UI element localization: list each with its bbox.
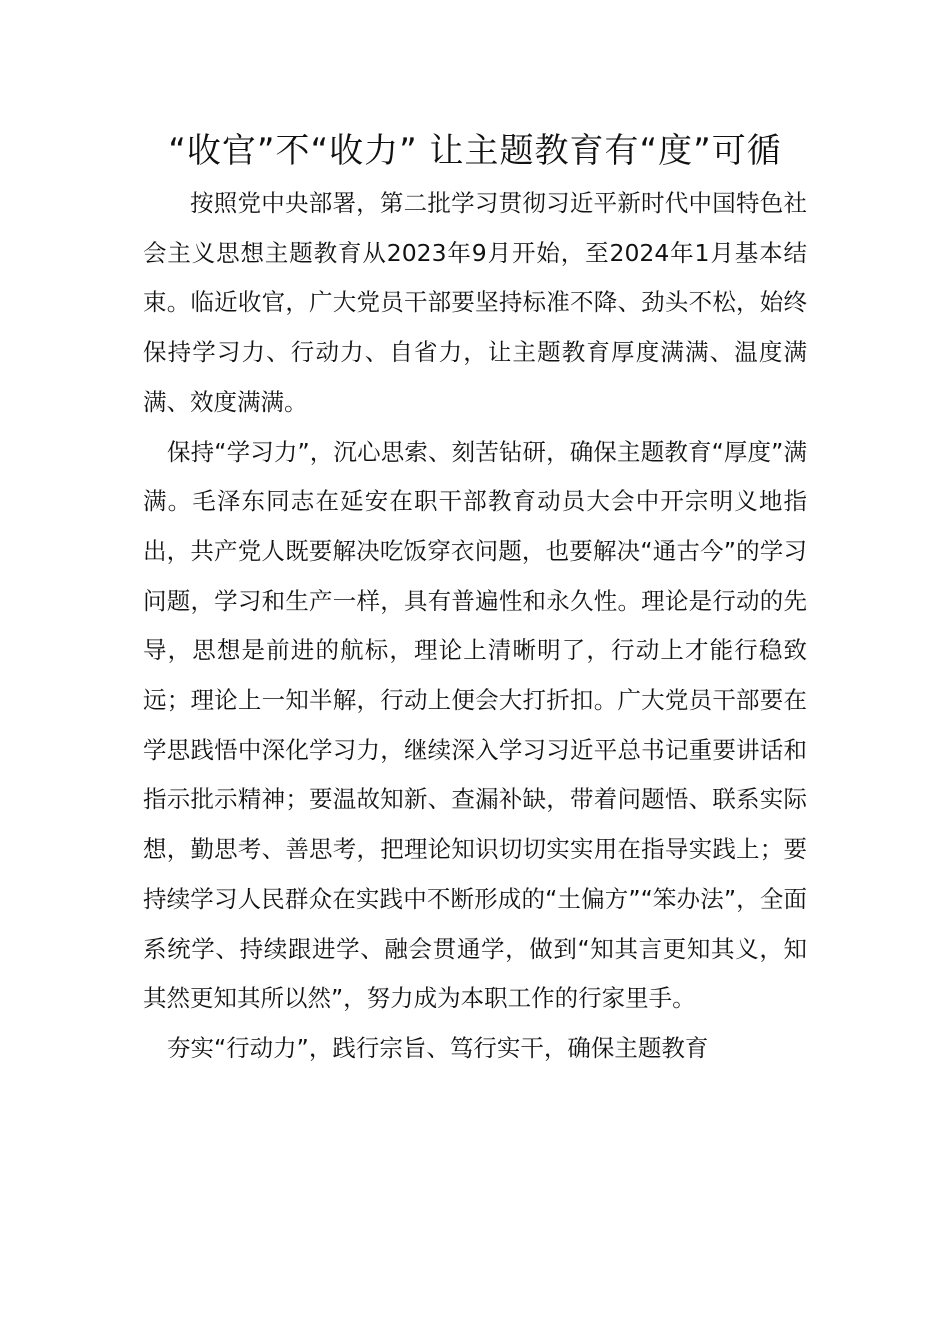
document-page bbox=[143, 128, 807, 1074]
document-title: “收官”不“收力” 让主题教育有“度”可循 bbox=[168, 131, 782, 171]
paragraph-learning: 保持“学习力”，沉心思索、刻苦钻研，确保主题教育“厚度”满满。毛泽东同志在延安在职干部教育动员大会中开宗明义地指出，共产党人既要解决吃饭穿衣问题，也要解决“通古今”的学习问题，学习和生产一样，具有普遍性和永久性。理论是行动的先导，思想是前进的航标，理论上清晰明了，行动上才能行稳致远；理论上一知半解，行动上便会大打折扣。广大党员干部要在学思践悟中深化学习力，继续深入学习习近平总书记重要讲话和指示批示精神；要温故知新、查漏补缺，带着问题悟、联系实际想，勤思考、善思考，把理论知识切切实实用在指导实践上；要持续学习人民群众在实践中不断形成的“土偏方”“笨办法”，全面系统学、持续跟进学、融会贯通学，做到“知其言更知其义，知其然更知其所以然”，努力成为本职工作的行家里手。 bbox=[143, 437, 807, 1013]
paragraph-action: 夯实“行动力”，践行宗旨、笃行实干，确保主题教育 bbox=[167, 1033, 709, 1062]
paragraph-intro: 按照党中央部署，第二批学习贯彻习近平新时代中国特色社会主义思想主题教育从2023年9月开始，至2024年1月基本结束。临近收官，广大党员干部要坚持标准不降、劲头不松，始终保持学习力、行动力、自省力，让主题教育厚度满满、温度满满、效度满满。 bbox=[143, 189, 807, 416]
